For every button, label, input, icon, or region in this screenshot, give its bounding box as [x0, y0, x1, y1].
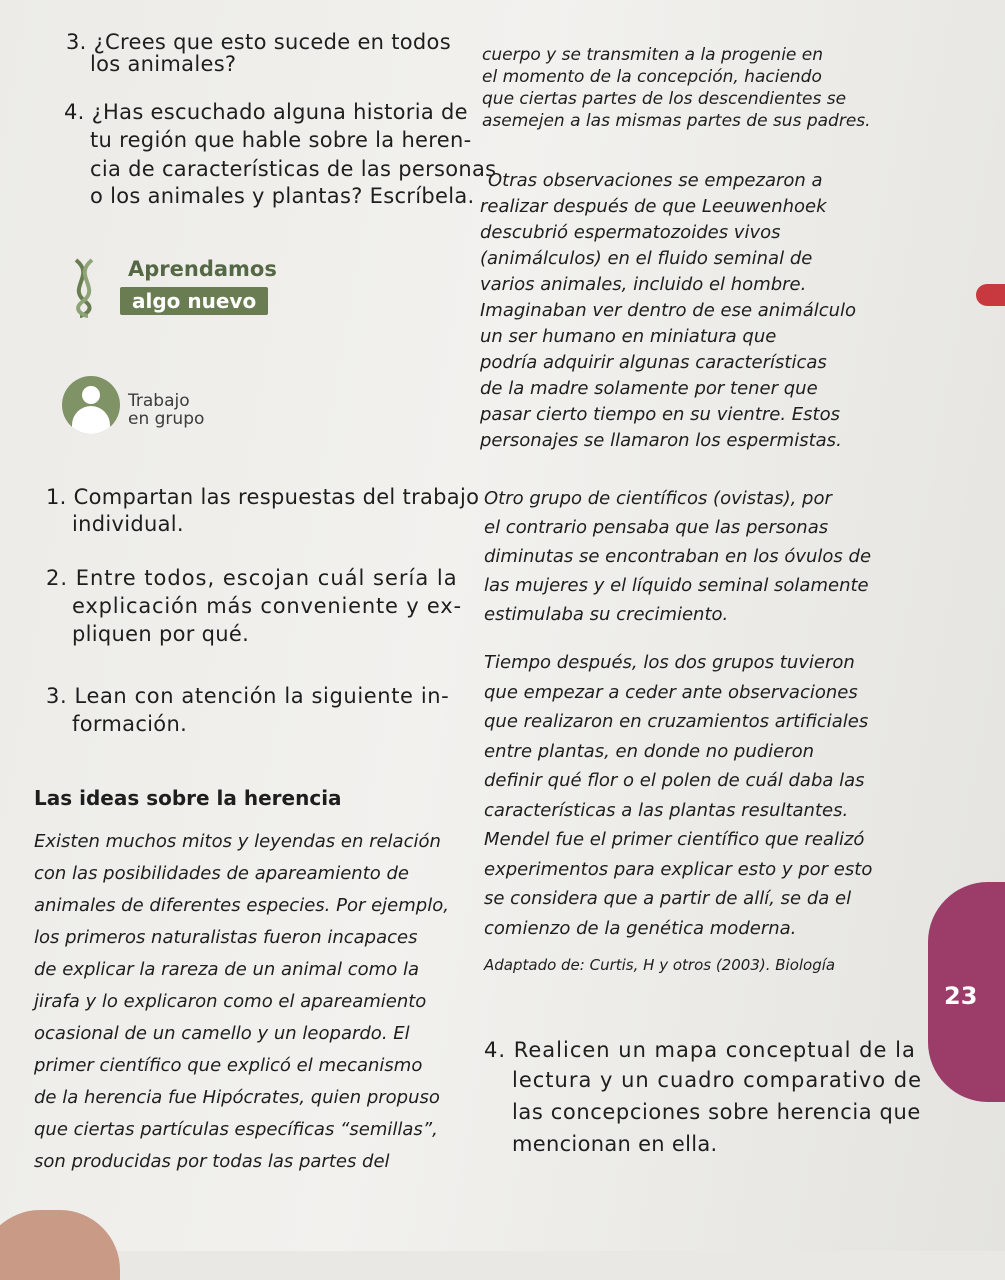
- reading-right-line: Mendel fue el primer científico que realizó: [484, 829, 865, 850]
- reading-right-block-c: [484, 484, 871, 629]
- question-3-line-2: los animales?: [90, 52, 237, 76]
- question-4-line-3: cia de características de las personas: [90, 157, 497, 181]
- reading-right-line: diminutas se encontraban en los óvulos de: [484, 546, 872, 567]
- reading-right-line: características a las plantas resultantes.: [484, 799, 849, 821]
- instruction-4-line-4: mencionan en ella.: [512, 1132, 718, 1156]
- reading-left-line: jirafa y lo explicaron como el apareamiento: [34, 991, 427, 1012]
- reading-right-block-d: [484, 648, 872, 943]
- reading-left-line: de la herencia fue Hipócrates, quien propuso: [34, 1087, 440, 1108]
- reading-right-line: Otro grupo de científicos (ovistas), por: [484, 488, 832, 509]
- reading-right-line: cuerpo y se transmiten a la progenie en: [482, 45, 824, 65]
- reading-right-line: las mujeres y el líquido seminal solamente: [484, 575, 869, 596]
- reading-left-column: [34, 826, 449, 1178]
- reading-right-line: de la madre solamente por tener que: [480, 378, 818, 399]
- reading-left-line: los primeros naturalistas fueron incapaces: [34, 927, 418, 948]
- reading-right-line: comienzo de la genética moderna.: [484, 917, 797, 939]
- page-number: 23: [944, 982, 978, 1010]
- margin-tab-marker: [976, 284, 1005, 306]
- reading-left-line: animales de diferentes especies. Por ejemplo,: [34, 895, 449, 916]
- trabajo-label: Trabajo: [128, 391, 190, 411]
- reading-left-line: son producidas por todas las partes del: [34, 1151, 390, 1172]
- reading-right-line: podría adquirir algunas características: [480, 352, 827, 373]
- finger-edge: [0, 1210, 120, 1280]
- instruction-1-line-1: 1. Compartan las respuestas del trabajo: [46, 485, 480, 509]
- reading-right-line: definir qué flor o el polen de cuál daba las: [484, 770, 865, 791]
- reading-right-block-a: [482, 44, 871, 132]
- en-grupo-label: en grupo: [128, 409, 205, 429]
- reading-right-line: realizar después de que Leeuwenhoek: [480, 196, 827, 217]
- question-4-line-1: 4. ¿Has escuchado alguna historia de: [64, 100, 468, 124]
- reading-left-line: primer científico que explicó el mecanismo: [34, 1055, 423, 1076]
- reading-right-line: entre plantas, en donde no pudieron: [484, 740, 815, 762]
- aprendamos-label: Aprendamos: [128, 257, 277, 281]
- reading-left-line: con las posibilidades de apareamiento de: [34, 863, 409, 884]
- dna-icon: [62, 258, 106, 318]
- instruction-2-line-3: pliquen por qué.: [72, 622, 250, 646]
- reading-right-line: Imaginaban ver dentro de ese animálculo: [480, 300, 857, 321]
- instruction-2-line-1: 2. Entre todos, escojan cuál sería la: [46, 566, 458, 590]
- question-4-line-2: tu región que hable sobre la heren-: [90, 128, 472, 152]
- reading-left-line: ocasional de un camello y un leopardo. El: [34, 1023, 410, 1044]
- instruction-3-line-2: formación.: [72, 712, 188, 736]
- reading-right-block-b: [480, 168, 856, 454]
- reading-source: Adaptado de: Curtis, H y otros (2003). Biología: [484, 956, 836, 974]
- algo-nuevo-banner: algo nuevo: [120, 287, 268, 315]
- reading-right-line: experimentos para explicar esto y por esto: [484, 858, 873, 880]
- reading-right-line: que ciertas partes de los descendientes se: [482, 89, 847, 109]
- reading-right-line: que realizaron en cruzamientos artificiales: [484, 711, 869, 732]
- question-4-line-4: o los animales y plantas? Escríbela.: [90, 184, 475, 208]
- reading-right-line: el contrario pensaba que las personas: [484, 517, 829, 538]
- instruction-2-line-2: explicación más conveniente y ex-: [72, 594, 462, 618]
- instruction-4-line-1: 4. Realicen un mapa conceptual de la: [484, 1038, 916, 1062]
- reading-right-line: se considera que a partir de allí, se da el: [484, 888, 852, 909]
- reading-left-line: de explicar la rareza de un animal como la: [34, 959, 419, 980]
- reading-title: Las ideas sobre la herencia: [34, 786, 342, 810]
- reading-left-line: que ciertas partículas específicas “semillas”,: [34, 1119, 438, 1140]
- group-work-icon: [62, 376, 120, 434]
- instruction-4-line-2: lectura y un cuadro comparativo de: [512, 1068, 922, 1092]
- reading-right-line: Otras observaciones se empezaron a: [488, 170, 823, 191]
- reading-right-line: que empezar a ceder ante observaciones: [484, 681, 858, 703]
- instruction-3-line-1: 3. Lean con atención la siguiente in-: [46, 684, 450, 708]
- reading-right-line: el momento de la concepción, haciendo: [482, 67, 822, 87]
- question-3-line-1: 3. ¿Crees que esto sucede en todos: [66, 30, 451, 54]
- reading-left-line: Existen muchos mitos y leyendas en relación: [34, 831, 441, 852]
- reading-right-line: descubrió espermatozoides vivos: [480, 222, 781, 243]
- reading-right-line: pasar cierto tiempo en su vientre. Estos: [480, 404, 840, 425]
- reading-right-line: estimulaba su crecimiento.: [484, 604, 729, 625]
- reading-right-line: personajes se llamaron los espermistas.: [480, 430, 842, 451]
- reading-right-line: un ser humano en miniatura que: [480, 326, 777, 347]
- reading-right-line: varios animales, incluido el hombre.: [480, 274, 807, 295]
- reading-right-line: (animálculos) en el fluido seminal de: [480, 248, 813, 269]
- instruction-4-line-3: las concepciones sobre herencia que: [512, 1100, 921, 1124]
- reading-right-line: Tiempo después, los dos grupos tuvieron: [484, 652, 855, 673]
- reading-right-line: asemejen a las mismas partes de sus padres.: [482, 111, 871, 131]
- instruction-1-line-2: individual.: [72, 512, 184, 536]
